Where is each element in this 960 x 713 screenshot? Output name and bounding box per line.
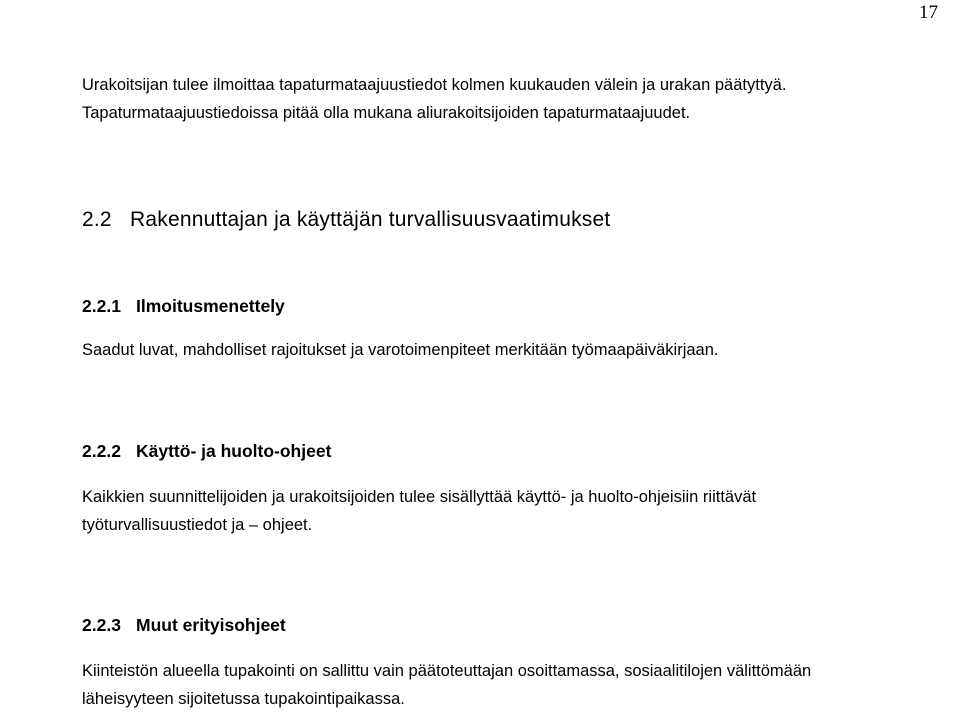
subsection-number: 2.2.2 [82,441,121,461]
paragraph-line: Kaikkien suunnittelijoiden ja urakoitsijoiden tulee sisällyttää käyttö- ja huolto-ohjeisiin riittävät [82,488,757,506]
paragraph-line: työturvallisuustiedot ja – ohjeet. [82,516,313,534]
paragraph-line: Kiinteistön alueella tupakointi on sallittu vain päätoteuttajan osoittamassa, sosiaalitilojen välittömään [82,662,812,680]
subsection-paragraph-ilmoitusmenettely [82,336,719,364]
subsection-title: Muut erityisohjeet [136,615,286,635]
subsection-heading-muut-erityisohjeet [82,615,286,636]
subsection-paragraph-muut-erityisohjeet [82,657,811,713]
paragraph-line: Urakoitsijan tulee ilmoittaa tapaturmataajuustiedot kolmen kuukauden välein ja urakan päätyttyä. [82,76,787,94]
subsection-title: Ilmoitusmenettely [136,296,285,316]
section-heading [82,208,610,232]
subsection-title: Käyttö- ja huolto-ohjeet [136,441,332,461]
paragraph-line: Tapaturmataajuustiedoissa pitää olla mukana aliurakoitsijoiden tapaturmataajuudet. [82,104,691,122]
subsection-heading-kaytto-ja-huolto-ohjeet [82,441,331,462]
section-number: 2.2 [82,208,112,231]
subsection-number: 2.2.3 [82,615,121,635]
paragraph-line: läheisyyteen sijoitetussa tupakointipaikassa. [82,690,405,708]
subsection-number: 2.2.1 [82,296,121,316]
subsection-heading-ilmoitusmenettely [82,296,285,317]
section-title: Rakennuttajan ja käyttäjän turvallisuusvaatimukset [130,208,611,231]
paragraph-line: Saadut luvat, mahdolliset rajoitukset ja varotoimenpiteet merkitään työmaapäiväkirjaan. [82,341,719,359]
subsection-paragraph-kaytto-ja-huolto-ohjeet [82,483,756,539]
intro-paragraph [82,71,786,127]
page-number: 17 [919,2,938,23]
